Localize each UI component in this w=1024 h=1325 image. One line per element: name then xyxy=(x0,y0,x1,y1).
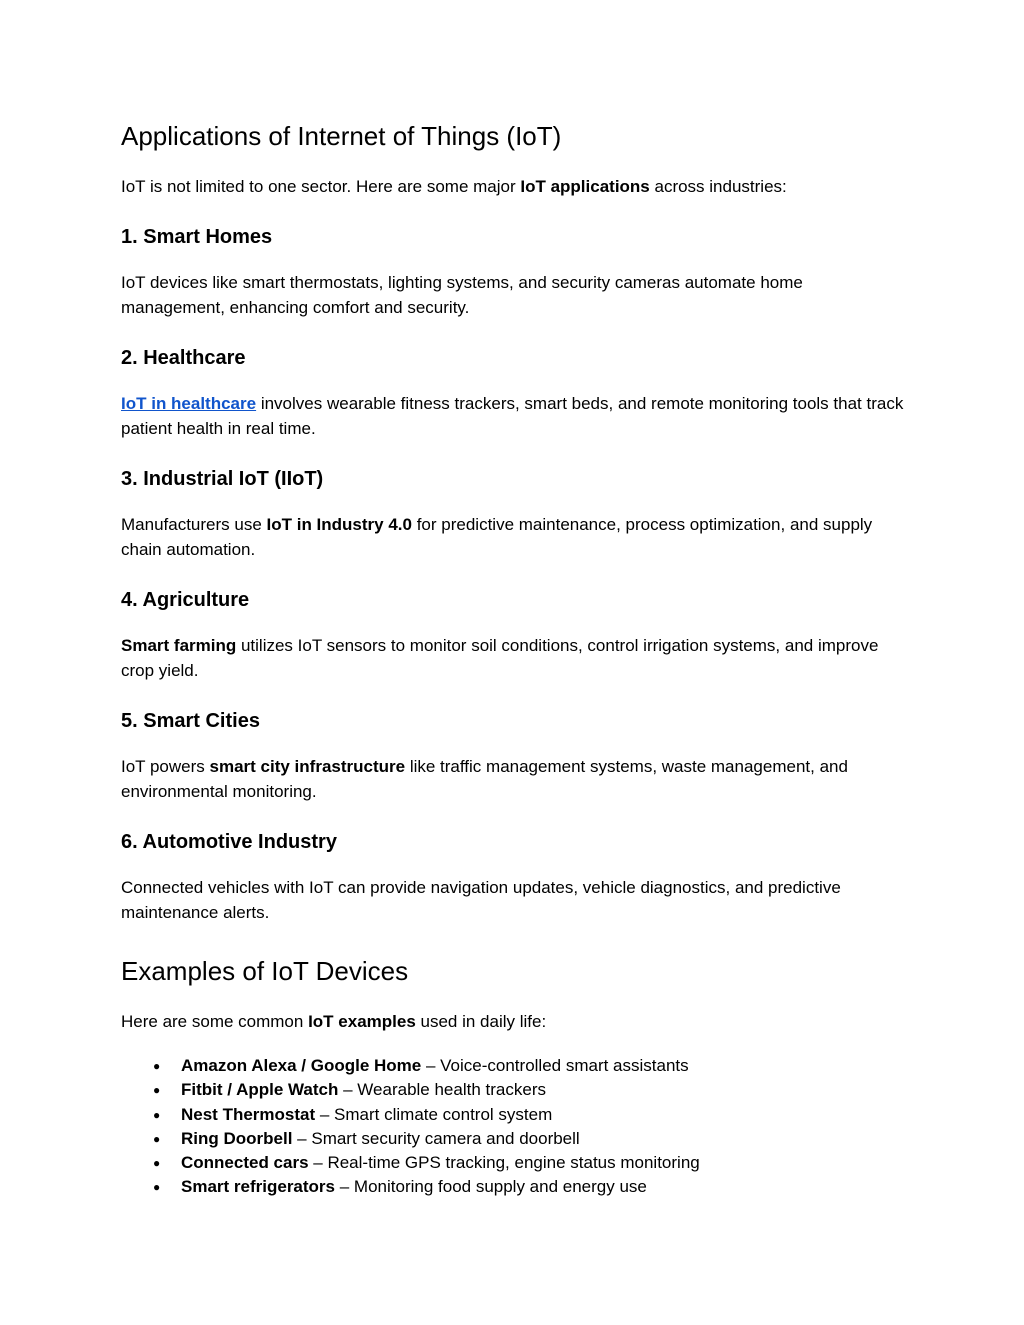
intro-text: IoT is not limited to one sector. Here are some major xyxy=(121,177,521,196)
bullet-icon: ● xyxy=(153,1156,161,1171)
cities-bold: smart city infrastructure xyxy=(209,757,406,776)
cities-text-end: like traffic management systems, waste management, and environmental monitoring. xyxy=(121,757,848,801)
examples-intro-bold: IoT examples xyxy=(308,1012,416,1031)
paragraph-smart-cities xyxy=(121,755,911,804)
list-item-text: – Smart security camera and doorbell xyxy=(292,1128,580,1148)
bullet-icon: ● xyxy=(153,1107,161,1122)
subheading-agriculture: 4. Agriculture xyxy=(121,589,250,611)
paragraph-smart-homes: IoT devices like smart thermostats, lighting systems, and security cameras automate home management, enhancing comfort and security. xyxy=(121,273,803,317)
subheading-smart-homes: 1. Smart Homes xyxy=(121,226,273,248)
agriculture-bold: Smart farming xyxy=(121,636,237,655)
list-item-title: Smart refrigerators xyxy=(181,1177,336,1197)
list-item-title: Connected cars xyxy=(181,1153,309,1173)
list-item-title: Fitbit / Apple Watch xyxy=(181,1080,339,1100)
agriculture-text: utilizes IoT sensors to monitor soil conditions, control irrigation systems, and improve crop yield. xyxy=(121,636,879,680)
intro-bold: IoT applications xyxy=(520,177,650,196)
examples-intro-text: Here are some common xyxy=(121,1012,309,1031)
industrial-bold: IoT in Industry 4.0 xyxy=(266,515,412,534)
section-heading-applications: Applications of Internet of Things (IoT) xyxy=(121,121,562,151)
paragraph-agriculture xyxy=(121,634,911,683)
section-heading-examples: Examples of IoT Devices xyxy=(121,956,409,986)
paragraph-automotive: Connected vehicles with IoT can provide navigation updates, vehicle diagnostics, and predictive maintenance alerts. xyxy=(121,878,841,922)
list-item-text: – Monitoring food supply and energy use xyxy=(335,1177,647,1197)
list-item-text: – Voice-controlled smart assistants xyxy=(421,1056,689,1075)
industrial-text-end: for predictive maintenance, process optimization, and supply chain automation. xyxy=(121,515,873,559)
bullet-icon: ● xyxy=(153,1180,161,1195)
subheading-healthcare: 2. Healthcare xyxy=(121,347,246,369)
cities-text-start: IoT powers xyxy=(121,757,210,776)
examples-intro xyxy=(121,1010,911,1035)
intro-text-end: across industries: xyxy=(649,177,787,196)
iot-examples-list xyxy=(121,1054,700,1200)
industrial-text-start: Manufacturers use xyxy=(121,515,267,534)
list-item xyxy=(121,1103,700,1127)
list-item-text: – Wearable health trackers xyxy=(338,1080,546,1100)
subheading-smart-cities: 5. Smart Cities xyxy=(121,710,260,732)
list-item xyxy=(121,1127,700,1151)
list-item-title: Amazon Alexa / Google Home xyxy=(181,1056,422,1075)
subheading-industrial-iot: 3. Industrial IoT (IIoT) xyxy=(121,468,324,490)
paragraph-industrial-iot xyxy=(121,513,911,562)
bullet-icon: ● xyxy=(153,1059,161,1073)
list-item xyxy=(121,1151,700,1175)
iot-in-healthcare-link[interactable]: IoT in healthcare xyxy=(121,394,257,413)
list-item-title: Nest Thermostat xyxy=(181,1104,316,1124)
applications-intro xyxy=(121,175,911,200)
bullet-icon: ● xyxy=(153,1083,161,1098)
subheading-automotive: 6. Automotive Industry xyxy=(121,831,337,853)
list-item-title: Ring Doorbell xyxy=(181,1128,293,1148)
list-item xyxy=(121,1078,700,1102)
list-item xyxy=(121,1175,700,1199)
examples-intro-end: used in daily life: xyxy=(415,1012,547,1031)
list-item-text: – Real-time GPS tracking, engine status monitoring xyxy=(308,1153,700,1173)
bullet-icon: ● xyxy=(153,1131,161,1146)
healthcare-text: involves wearable fitness trackers, smart beds, and remote monitoring tools that track patient health in real time. xyxy=(121,394,904,438)
paragraph-healthcare xyxy=(121,392,911,441)
list-item xyxy=(121,1054,700,1078)
list-item-text: – Smart climate control system xyxy=(315,1104,553,1124)
